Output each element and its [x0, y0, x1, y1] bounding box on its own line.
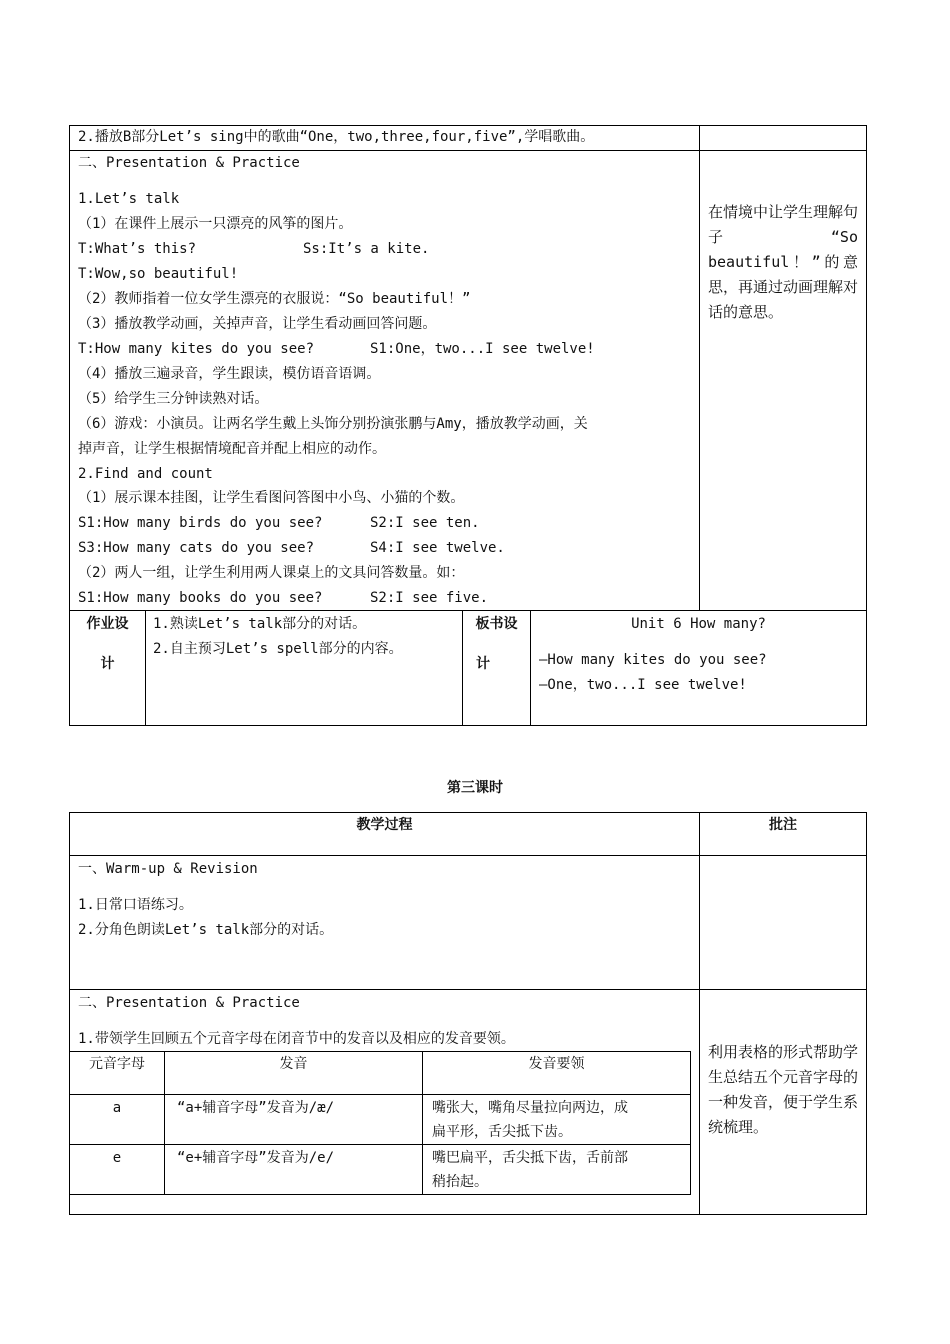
- step-line: 1.Let’s talk: [78, 191, 180, 207]
- warmup-line: 1.日常口语练习。: [78, 897, 193, 913]
- vowel-tip: 嘴巴扁平，舌尖抵下齿，舌前部: [432, 1150, 628, 1166]
- song-step: 2.播放B部分Let’s sing中的歌曲“One，two,three,four,five”,学唱歌曲。: [78, 129, 595, 145]
- step-line: （6）游戏：小演员。让两名学生戴上头饰分别扮演张鹏与Amy，播放教学动画，关: [78, 416, 588, 432]
- vowel-letter: a: [112, 1100, 122, 1116]
- section-heading-presentation-2: 二、Presentation & Practice: [78, 995, 300, 1011]
- vowel-tip: 嘴张大，嘴角尽量拉向两边，成: [432, 1100, 628, 1116]
- header-process: 教学过程: [356, 817, 413, 833]
- homework-item: 1.熟读Let’s talk部分的对话。: [153, 616, 367, 632]
- step-line: （5）给学生三分钟读熟对话。: [78, 391, 269, 407]
- step-line: （2）教师指着一位女学生漂亮的衣服说：“So beautiful！”: [78, 291, 471, 307]
- homework-item: 2.自主预习Let’s spell部分的内容。: [153, 641, 403, 657]
- vowel-tip: 扁平形，舌尖抵下齿。: [432, 1124, 572, 1140]
- vowel-sound: “e+辅音字母”发音为/e/: [177, 1150, 335, 1166]
- step-line: （4）播放三遍录音，学生跟读，模仿语音语调。: [78, 366, 381, 382]
- step-line: 2.Find and count: [78, 466, 213, 482]
- step-line: T:What’s this?: [78, 241, 197, 257]
- vowel-header-sound: 发音: [279, 1056, 308, 1072]
- step-line: S1:One，two...I see twelve!: [370, 341, 595, 357]
- step-line: （2）两人一组，让学生利用两人课桌上的文具问答数量。如：: [78, 565, 465, 581]
- header-notes: 批注: [769, 817, 797, 833]
- board-title: Unit 6 How many?: [631, 616, 766, 632]
- step-line: （1）展示课本挂图，让学生看图问答图中小鸟、小猫的个数。: [78, 490, 465, 506]
- step-line: S2:I see ten.: [370, 515, 480, 531]
- board-label-2: 计: [476, 656, 490, 672]
- step-line: S2:I see five.: [370, 590, 489, 606]
- step-line: S3:How many cats do you see?: [78, 540, 315, 556]
- lesson-title: 第三课时: [447, 780, 503, 796]
- section-heading-warmup: 一、Warm-up & Revision: [78, 861, 258, 877]
- step-line: S4:I see twelve.: [370, 540, 505, 556]
- warmup-line: 2.分角色朗读Let’s talk部分的对话。: [78, 922, 334, 938]
- vowel-sound: “a+辅音字母”发音为/æ/: [177, 1100, 335, 1116]
- step-line: T:Wow,so beautiful!: [78, 266, 239, 282]
- homework-label: 作业设: [86, 616, 129, 632]
- vowel-header-letter: 元音字母: [89, 1056, 145, 1072]
- board-label: 板书设: [475, 616, 518, 632]
- vowel-intro: 1.带领学生回顾五个元音字母在闭音节中的发音以及相应的发音要领。: [78, 1031, 515, 1047]
- board-line: —One，two...I see twelve!: [539, 677, 747, 693]
- step-line: （3）播放教学动画，关掉声音，让学生看动画回答问题。: [78, 316, 437, 332]
- step-line: S1:How many books do you see?: [78, 590, 323, 606]
- comment-note: 在情境中让学生理解句子“So beautiful！”的意思，再通过动画理解对话的意思。: [708, 203, 859, 321]
- step-line: S1:How many birds do you see?: [78, 515, 323, 531]
- step-line: T:How many kites do you see?: [78, 341, 315, 357]
- homework-label-2: 计: [100, 656, 115, 672]
- step-line: （1）在课件上展示一只漂亮的风筝的图片。: [78, 216, 353, 232]
- step-line: 掉声音，让学生根据情境配音并配上相应的动作。: [78, 441, 386, 457]
- step-line: Ss:It’s a kite.: [303, 241, 430, 257]
- section-heading-presentation: 二、Presentation & Practice: [78, 155, 300, 171]
- comment-note-2: 利用表格的形式帮助学生总结五个元音字母的一种发音，便于学生系统梳理。: [708, 1043, 859, 1136]
- vowel-tip: 稍抬起。: [432, 1174, 488, 1190]
- vowel-letter: e: [112, 1150, 122, 1166]
- vowel-header-tip: 发音要领: [528, 1056, 585, 1072]
- board-line: —How many kites do you see?: [539, 652, 767, 668]
